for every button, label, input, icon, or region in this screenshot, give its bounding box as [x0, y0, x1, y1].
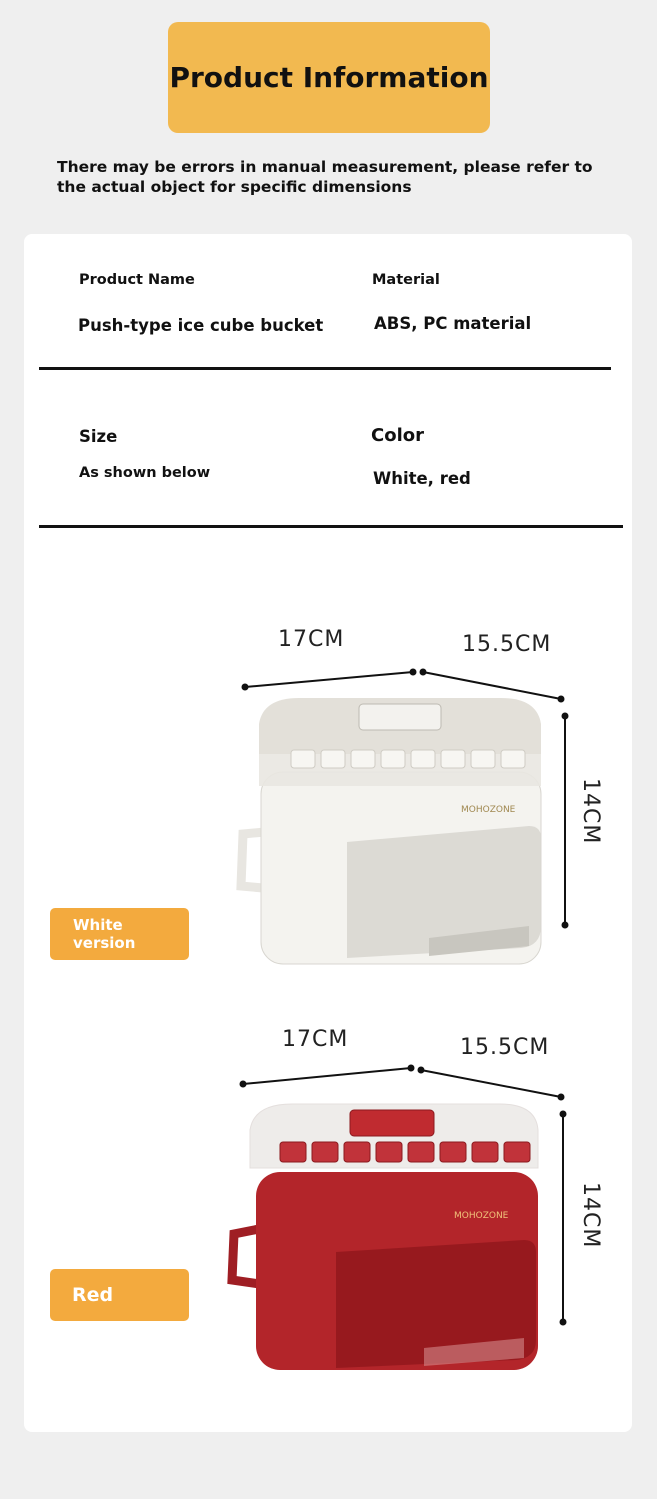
size-label: Size — [79, 427, 118, 446]
white-depth-label: 15.5CM — [462, 632, 552, 657]
title-banner — [168, 22, 490, 133]
size-value: As shown below — [79, 465, 211, 481]
color-label: Color — [371, 425, 424, 446]
red-version-tag: Red — [50, 1269, 189, 1321]
material-value: ABS, PC material — [374, 314, 532, 333]
measurement-note: There may be errors in manual measurement, please refer to the actual object for specific dimensions — [57, 158, 593, 196]
white-height-label: 14CM — [578, 778, 603, 845]
white-brand-mark: MOHOZONE — [461, 805, 516, 815]
red-width-label: 17CM — [282, 1027, 349, 1052]
page-title: Product Information — [169, 61, 489, 94]
red-height-label: 14CM — [578, 1182, 603, 1249]
spec-card — [24, 234, 632, 1432]
red-ice-bucket-illustration — [224, 1102, 544, 1382]
color-value: White, red — [373, 469, 471, 488]
red-depth-label: 15.5CM — [460, 1035, 550, 1060]
white-version-tag: White version — [50, 908, 189, 960]
product-name-label: Product Name — [79, 272, 195, 288]
product-name-value: Push-type ice cube bucket — [78, 316, 324, 335]
white-width-label: 17CM — [278, 627, 345, 652]
material-label: Material — [372, 272, 440, 288]
red-brand-mark: MOHOZONE — [454, 1211, 509, 1221]
